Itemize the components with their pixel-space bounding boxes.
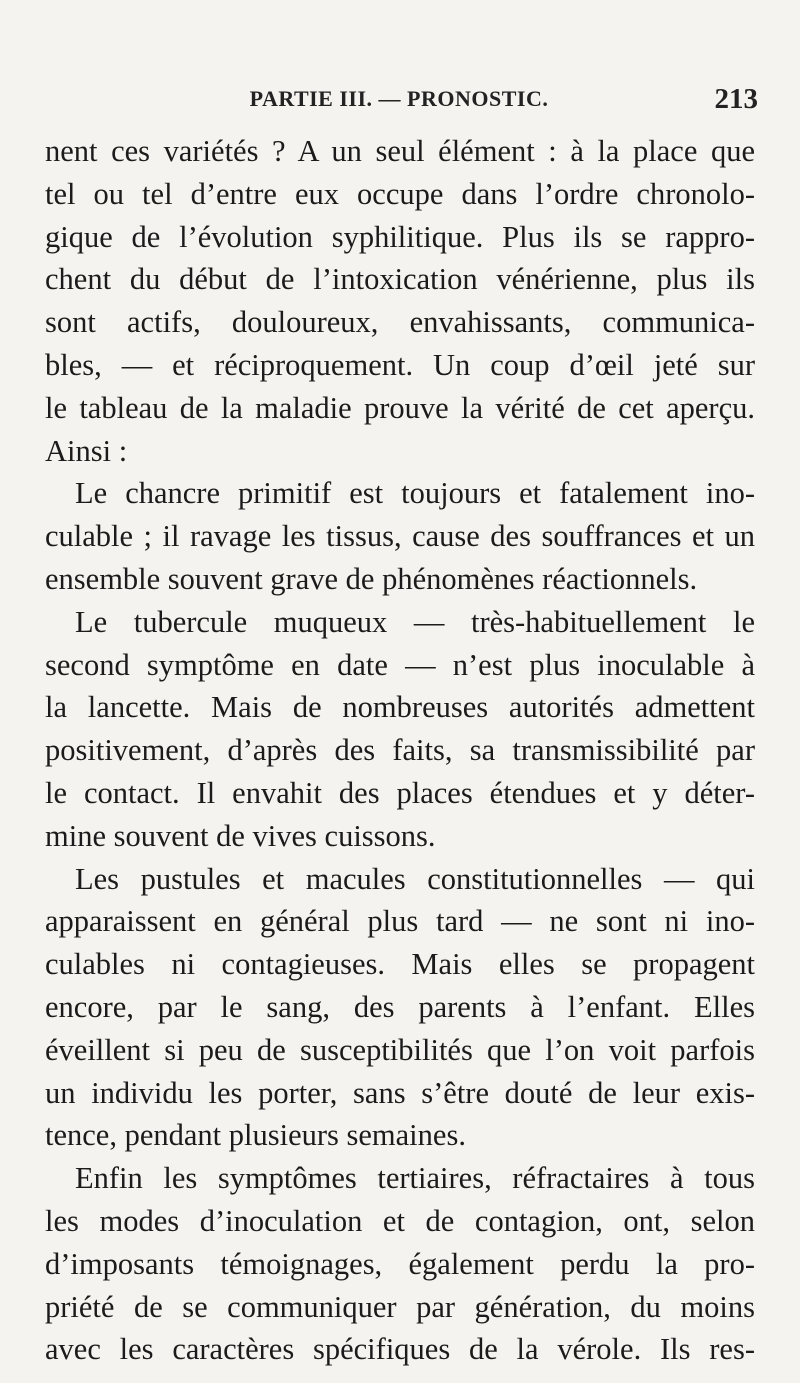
text-line: le contact. Il envahit des places étendues et y déter- [45, 775, 755, 810]
text-line: sont actifs, douloureux, envahissants, communica- [45, 305, 755, 340]
text-line: un individu les porter, sans s’être douté de leur exis- [45, 1075, 755, 1110]
text-line: nent ces variétés ? A un seul élément : à la place que [45, 134, 755, 168]
text-line: avec les caractères spécifiques de la vérole. Ils res- [45, 1332, 755, 1367]
text-line: apparaissent en général plus tard — ne sont ni ino- [45, 904, 755, 939]
text-line: culables ni contagieuses. Mais elles se propagent [45, 947, 755, 982]
page-header [40, 83, 758, 126]
text-line: gique de l’évolution syphilitique. Plus ils se rappro- [45, 219, 755, 254]
text-line: positivement, d’après des faits, sa transmissibilité par [45, 733, 755, 768]
text-line: d’imposants témoignages, également perdu la pro- [45, 1246, 755, 1281]
text-line: éveillent si peu de susceptibilités que l’on voit parfois [45, 1032, 755, 1067]
text-line: Enfin les symptômes tertiaires, réfractaires à tous [75, 1161, 755, 1196]
text-line: Le chancre primitif est toujours et fatalement ino- [75, 476, 755, 511]
text-line: tence, pendant plusieurs semaines. [45, 1118, 466, 1153]
text-line: bles, — et réciproquement. Un coup d’œil jeté sur [45, 347, 755, 382]
text-line: chent du début de l’intoxication vénérienne, plus ils [45, 262, 755, 297]
text-line: culable ; il ravage les tissus, cause des souffrances et un [45, 519, 755, 554]
text-line: mine souvent de vives cuissons. [45, 818, 436, 853]
text-line: ensemble souvent grave de phénomènes réactionnels. [45, 561, 698, 596]
text-line: second symptôme en date — n’est plus inoculable à [45, 647, 755, 682]
text-line: la lancette. Mais de nombreuses autorités admettent [45, 690, 755, 725]
text-line: tel ou tel d’entre eux occupe dans l’ordre chronolo- [45, 176, 755, 211]
text-line: Ainsi : [45, 433, 128, 468]
text-line: encore, par le sang, des parents à l’enfant. Elles [45, 989, 755, 1024]
text-line: priété de se communiquer par génération, du moins [45, 1289, 755, 1324]
body-text [45, 130, 755, 1371]
running-head: PARTIE III. — PRONOSTIC. [249, 86, 549, 111]
text-line: le tableau de la maladie prouve la vérité de cet aperçu. [45, 390, 755, 425]
text-line: Les pustules et macules constitutionnelles — qui [75, 861, 755, 896]
text-line: Le tubercule muqueux — très-habituellement le [75, 604, 755, 639]
page-number: 213 [714, 83, 758, 115]
text-line: les modes d’inoculation et de contagion, ont, selon [45, 1203, 755, 1238]
